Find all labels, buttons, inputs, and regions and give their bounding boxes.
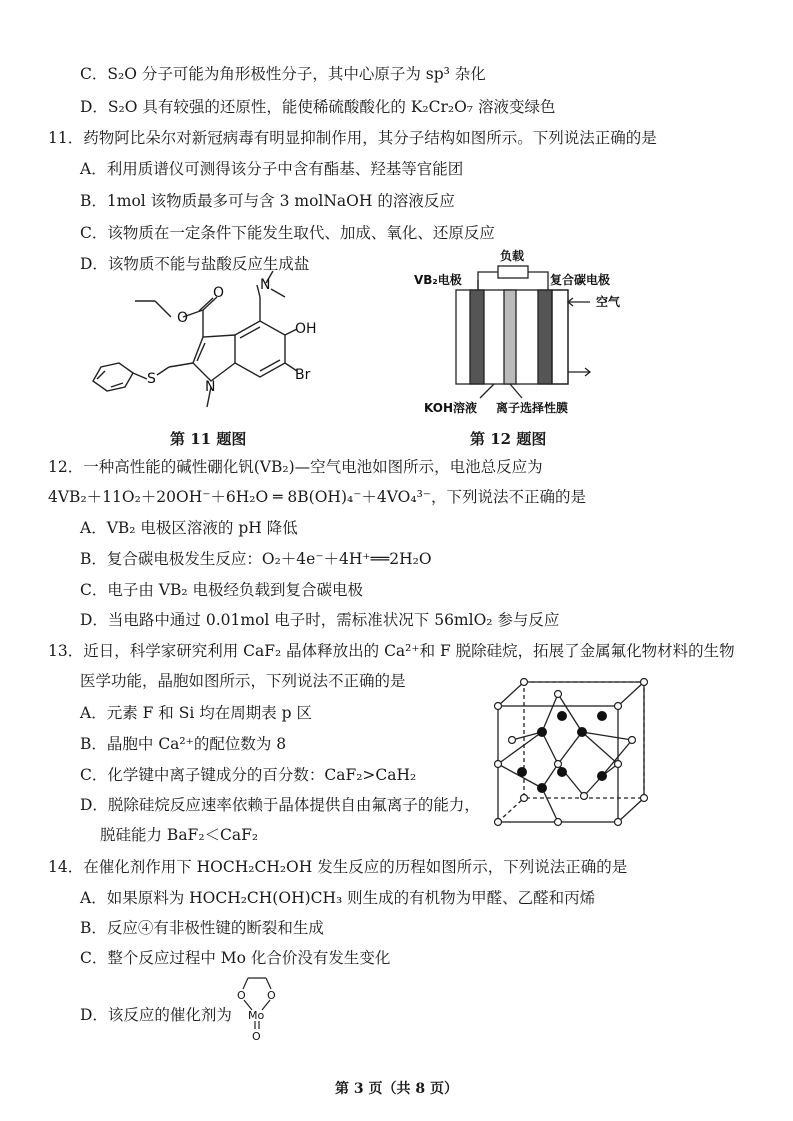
fig11-oh-label: OH — [295, 321, 317, 337]
fig11-structure — [85, 275, 325, 425]
fig11-ring-n-label: N — [205, 379, 216, 395]
fig11-svg — [85, 275, 325, 425]
page-footer: 第 3 页（共 8 页） — [335, 1081, 458, 1097]
fig12-load-label: 负载 — [500, 249, 525, 263]
fig11-o-label: O — [177, 310, 189, 326]
q14-option-d: D．该反应的催化剂为 — [80, 1006, 232, 1024]
fig11-s-label: S — [147, 371, 156, 387]
q12-option-c: C．电子由 VB₂ 电极经负载到复合碳电极 — [80, 581, 364, 599]
fig11-o2-label: O — [213, 285, 225, 301]
fig12-koh-label: KOH溶液 — [424, 401, 478, 415]
q12-stem: 12．一种高性能的碱性硼化钒(VB₂)—空气电池如图所示，电池总反应为 — [48, 458, 543, 476]
q13-option-a: A．元素 F 和 Si 均在周期表 p 区 — [80, 704, 313, 722]
fig12-vb2-label: VB₂电极 — [414, 273, 462, 287]
fig12-carbon-label: 复合碳电极 — [550, 273, 611, 287]
q14-stem: 14．在催化剂作用下 HOCH₂CH₂OH 发生反应的历程如图所示，下列说法正确的是 — [48, 858, 628, 876]
q13-option-c: C．化学键中离子键成分的百分数：CaF₂>CaH₂ — [80, 766, 417, 784]
fig12-air-label: 空气 — [596, 295, 621, 309]
q14-option-c: C．整个反应过程中 Mo 化合价没有发生变化 — [80, 949, 391, 967]
q10-option-d: D．S₂O 具有较强的还原性，能使稀硫酸酸化的 K₂Cr₂O₇ 溶液变绿色 — [80, 98, 556, 116]
fig11-br-label: Br — [295, 367, 311, 383]
q13-option-d-cont: 脱硅能力 BaF₂＜CaF₂ — [100, 826, 259, 844]
q11-option-a: A．利用质谱仪可测得该分子中含有酯基、羟基等官能团 — [80, 160, 464, 178]
fig12-battery — [400, 249, 730, 422]
q12-option-d: D．当电路中通过 0.01mol 电子时，需标准状况下 56mlO₂ 参与反应 — [80, 611, 560, 629]
fig12-caption: 第 12 题图 — [470, 430, 547, 448]
q11-option-b: B．1mol 该物质最多可与含 3 molNaOH 的溶液反应 — [80, 192, 455, 210]
q10-option-c: C．S₂O 分子可能为角形极性分子，其中心原子为 sp³ 杂化 — [80, 65, 486, 83]
fig14-mo-label: Mo — [248, 1009, 265, 1022]
q13-stem: 13．近日，科学家研究利用 CaF₂ 晶体释放出的 Ca²⁺和 F 脱除硅烷，拓展了金属氟化物材料的生物 — [48, 642, 735, 660]
fig13-svg — [492, 676, 652, 832]
q11-option-c: C．该物质在一定条件下能发生取代、加成、氧化、还原反应 — [80, 224, 495, 242]
q13-stem-cont: 医学功能，晶胞如图所示，下列说法不正确的是 — [80, 672, 406, 690]
q12-equation: 4VB₂＋11O₂＋20OH⁻＋6H₂O ═ 8B(OH)₄⁻＋4VO₄³⁻，下列说法不正确的是 — [48, 488, 586, 506]
q13-option-d: D．脱除硅烷反应速率依赖于晶体提供自由氟离子的能力， — [80, 796, 480, 814]
q11-stem: 11．药物阿比朵尔对新冠病毒有明显抑制作用，其分子结构如图所示。下列说法正确的是 — [48, 129, 657, 147]
q14-option-a: A．如果原料为 HOCH₂CH(OH)CH₃ 则生成的有机物为甲醛、乙醛和丙烯 — [80, 889, 596, 907]
q14-option-b: B．反应④有非极性键的断裂和生成 — [80, 919, 324, 937]
fig14-o-bottom: O — [252, 1030, 261, 1043]
fig11-caption: 第 11 题图 — [170, 430, 247, 448]
q12-option-b: B．复合碳电极发生反应：O₂＋4e⁻＋4H⁺══2H₂O — [80, 550, 432, 568]
q13-option-b: B．晶胞中 Ca²⁺的配位数为 8 — [80, 735, 287, 753]
fig14-svg — [234, 972, 280, 1042]
q12-option-a: A．VB₂ 电极区溶液的 pH 降低 — [80, 519, 298, 537]
q11-option-d: D．该物质不能与盐酸反应生成盐 — [80, 255, 310, 273]
fig14-catalyst-structure — [234, 972, 280, 1042]
fig14-o-right: O — [267, 989, 276, 1002]
fig13-crystal-cell — [492, 676, 652, 832]
fig11-n-label: N — [260, 277, 271, 293]
fig12-membrane-label: 离子选择性膜 — [496, 401, 569, 415]
fig12-svg — [400, 249, 730, 422]
fig14-o-left: O — [237, 989, 246, 1002]
